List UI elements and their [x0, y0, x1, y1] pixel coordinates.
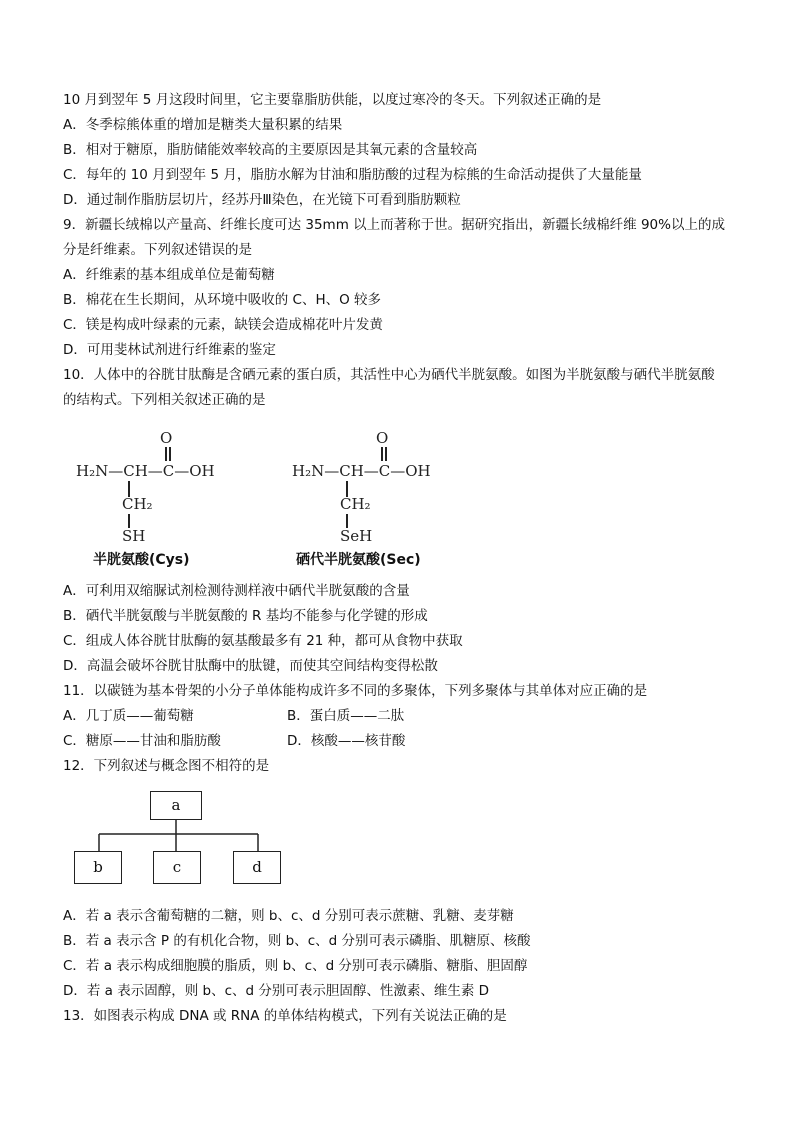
- q11-option-d: D．核酸——核苷酸: [287, 733, 406, 749]
- q9-stem-cont: 分是纤维素。下列叙述错误的是: [63, 242, 252, 258]
- q11-option-a: A．几丁质——葡萄糖: [63, 708, 194, 724]
- q8-option-b: B．相对于糖原，脂肪储能效率较高的主要原因是其氧元素的含量较高: [63, 142, 478, 158]
- q12-option-b: B．若 a 表示含 P 的有机化合物，则 b、c、d 分别可表示磷脂、肌糖原、核酸: [63, 933, 531, 949]
- cys-bond-sh: [128, 514, 130, 528]
- sec-bond-seh: [346, 514, 348, 528]
- sec-caption: 硒代半胱氨酸(Sec): [296, 552, 421, 568]
- concept-diagram-lines: [0, 785, 794, 905]
- cys-carbonyl-o: O: [160, 429, 173, 447]
- q8-stem-continued: 10 月到翌年 5 月这段时间里，它主要靠脂肪供能，以度过寒冷的冬天。下列叙述正确的是: [63, 92, 602, 108]
- q12-option-a: A．若 a 表示含葡萄糖的二糖，则 b、c、d 分别可表示蔗糖、乳糖、麦芽糖: [63, 908, 514, 924]
- q9-option-c: C．镁是构成叶绿素的元素，缺镁会造成棉花叶片发黄: [63, 317, 383, 333]
- q10-stem-cont: 的结构式。下列相关叙述正确的是: [63, 392, 266, 408]
- sec-double-bond-left: [381, 447, 383, 461]
- node-d: d: [233, 851, 281, 884]
- sec-carbonyl-o: O: [376, 429, 389, 447]
- q10-option-d: D．高温会破坏谷胱甘肽酶中的肽键，而使其空间结构变得松散: [63, 658, 438, 674]
- q12-stem: 12．下列叙述与概念图不相符的是: [63, 758, 270, 774]
- q11-stem: 11．以碳链为基本骨架的小分子单体能构成许多不同的多聚体，下列多聚体与其单体对应正确的是: [63, 683, 648, 699]
- q10-option-b: B．硒代半胱氨酸与半胱氨酸的 R 基均不能参与化学键的形成: [63, 608, 428, 624]
- q8-option-c: C．每年的 10 月到翌年 5 月，脂肪水解为甘油和脂肪酸的过程为棕熊的生命活动提供了大量能量: [63, 167, 642, 183]
- q11-option-c: C．糖原——甘油和脂肪酸: [63, 733, 221, 749]
- cys-caption: 半胱氨酸(Cys): [93, 552, 190, 568]
- sec-ch2: CH₂: [340, 495, 371, 513]
- cys-sh: SH: [122, 527, 146, 545]
- q13-stem: 13．如图表示构成 DNA 或 RNA 的单体结构模式，下列有关说法正确的是: [63, 1008, 507, 1024]
- q11-option-b: B．蛋白质——二肽: [287, 708, 405, 724]
- q10-option-a: A．可利用双缩脲试剂检测待测样液中硒代半胱氨酸的含量: [63, 583, 410, 599]
- q9-option-b: B．棉花在生长期间，从环境中吸收的 C、H、O 较多: [63, 292, 382, 308]
- q9-stem: 9．新疆长绒棉以产量高、纤维长度可达 35mm 以上而著称于世。据研究指出，新疆长绒棉纤维 90%以上的成: [63, 217, 725, 233]
- cys-double-bond-right: [169, 447, 171, 461]
- node-a: a: [150, 791, 202, 820]
- cys-ch2: CH₂: [122, 495, 153, 513]
- q12-option-c: C．若 a 表示构成细胞膜的脂质，则 b、c、d 分别可表示磷脂、糖脂、胆固醇: [63, 958, 528, 974]
- cys-backbone: H₂N—CH—C—OH: [76, 462, 215, 480]
- q8-option-a: A．冬季棕熊体重的增加是糖类大量积累的结果: [63, 117, 343, 133]
- sec-double-bond-right: [385, 447, 387, 461]
- q8-option-d: D．通过制作脂肪层切片，经苏丹Ⅲ染色，在光镜下可看到脂肪颗粒: [63, 192, 461, 208]
- cys-double-bond-left: [165, 447, 167, 461]
- q9-option-d: D．可用斐林试剂进行纤维素的鉴定: [63, 342, 276, 358]
- sec-backbone: H₂N—CH—C—OH: [292, 462, 431, 480]
- sec-seh: SeH: [340, 527, 373, 545]
- q10-option-c: C．组成人体谷胱甘肽酶的氨基酸最多有 21 种，都可从食物中获取: [63, 633, 463, 649]
- node-c: c: [153, 851, 201, 884]
- q12-option-d: D．若 a 表示固醇，则 b、c、d 分别可表示胆固醇、性激素、维生素 D: [63, 983, 490, 999]
- q10-stem: 10．人体中的谷胱甘肽酶是含硒元素的蛋白质，其活性中心为硒代半胱氨酸。如图为半胱氨酸与硒代半胱氨酸: [63, 367, 715, 383]
- node-b: b: [74, 851, 122, 884]
- q9-option-a: A．纤维素的基本组成单位是葡萄糖: [63, 267, 275, 283]
